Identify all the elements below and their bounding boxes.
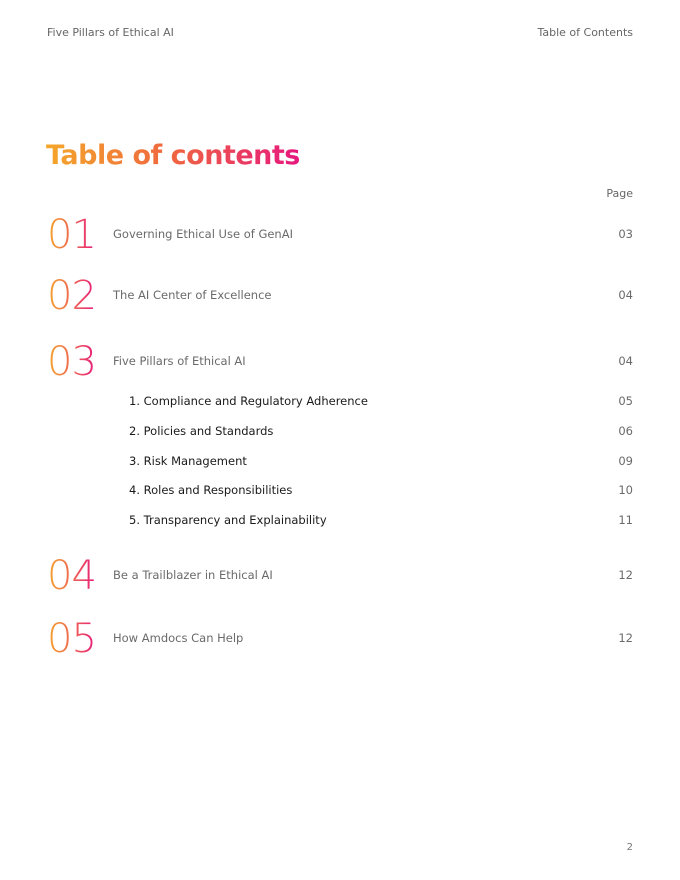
section-page: 12 xyxy=(618,568,633,582)
subsection-page: 10 xyxy=(618,483,633,497)
section-page: 04 xyxy=(618,354,633,368)
section-title: How Amdocs Can Help xyxy=(113,631,244,645)
footer-page-number: 2 xyxy=(626,842,633,853)
subsection-title: 2. Policies and Standards xyxy=(129,424,274,438)
toc-entry-05[interactable] xyxy=(47,617,633,665)
subsection-title: 3. Risk Management xyxy=(129,454,247,468)
subsection-title: 5. Transparency and Explainability xyxy=(129,513,327,527)
toc-subentry-5[interactable] xyxy=(129,513,633,531)
toc-entry-03[interactable] xyxy=(47,340,633,388)
subsection-title: 1. Compliance and Regulatory Adherence xyxy=(129,394,368,408)
subsection-title: 4. Roles and Responsibilities xyxy=(129,483,293,497)
subsection-page: 11 xyxy=(618,513,633,527)
toc-entry-02[interactable] xyxy=(47,274,633,322)
section-number: 04 xyxy=(47,553,96,599)
toc-subentry-3[interactable] xyxy=(129,454,633,472)
section-page: 12 xyxy=(618,631,633,645)
section-title: The AI Center of Excellence xyxy=(113,288,272,302)
toc-entry-04[interactable] xyxy=(47,554,633,602)
section-number: 02 xyxy=(47,273,96,319)
section-title: Five Pillars of Ethical AI xyxy=(113,354,246,368)
section-title: Be a Trailblazer in Ethical AI xyxy=(113,568,273,582)
page-title: Table of contents xyxy=(46,140,300,171)
toc-entry-01[interactable] xyxy=(47,213,633,261)
toc-subentry-2[interactable] xyxy=(129,424,633,442)
running-header-title: Five Pillars of Ethical AI xyxy=(47,26,174,39)
section-number: 03 xyxy=(47,339,96,385)
toc-subentry-4[interactable] xyxy=(129,483,633,501)
subsection-page: 05 xyxy=(618,394,633,408)
section-page: 03 xyxy=(618,227,633,241)
running-header-section: Table of Contents xyxy=(537,26,633,39)
section-page: 04 xyxy=(618,288,633,302)
page-column-label: Page xyxy=(606,187,633,200)
toc-subentry-1[interactable] xyxy=(129,394,633,412)
section-title: Governing Ethical Use of GenAI xyxy=(113,227,293,241)
subsection-page: 06 xyxy=(618,424,633,438)
subsection-page: 09 xyxy=(618,454,633,468)
section-number: 01 xyxy=(47,212,96,258)
section-number: 05 xyxy=(47,616,96,662)
